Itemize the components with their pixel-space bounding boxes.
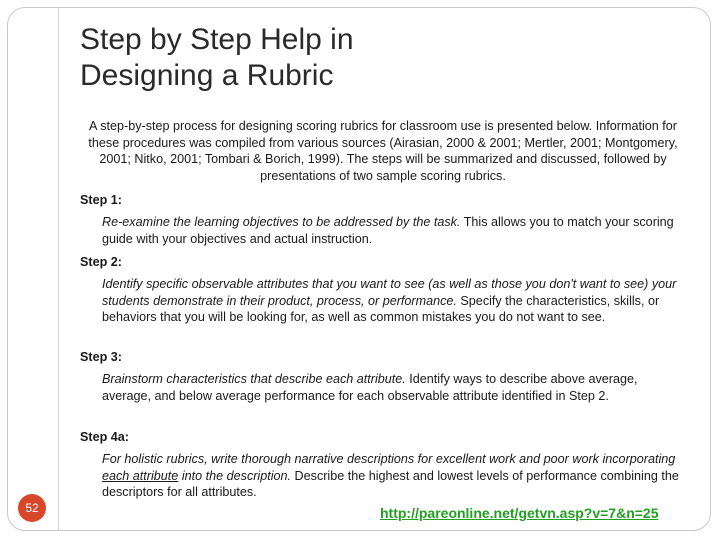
title-line-1: Step by Step Help in (80, 23, 354, 56)
step-4a-italic-b: into the description. (178, 468, 292, 483)
step-3-italic: Brainstorm characteristics that describe each attribute. (102, 372, 406, 386)
step-4a-text (102, 451, 682, 501)
step-4a-italic-a: For holistic rubrics, write thorough narrative descriptions for excellent work and poor work incorporating (102, 452, 676, 466)
intro-paragraph: A step-by-step process for designing scoring rubrics for classroom use is presented below. Information for these procedures was compiled from various sources (Airasian, 2000 & 2001; Mertler, 2001; Montgomery, 2001; Nitko, 2001; Tombari & Borich, 1999). The steps will be summarized and discussed, followed by presentations of two sample scoring rubrics. (88, 119, 678, 183)
step-1-text (102, 214, 682, 247)
slide-title (80, 22, 680, 94)
step-1-rest: This allows you to match your scoring guide with your objectives and actual instruction. (102, 215, 674, 246)
page-number-badge: 52 (18, 494, 46, 522)
step-4a-italic-underlined: each attribute (102, 468, 179, 483)
title-line-2: Designing a Rubric (80, 59, 334, 92)
step-3-text (102, 371, 682, 404)
slide-sidebar (7, 7, 59, 531)
step-4a-label: Step 4a: (80, 430, 129, 444)
step-2-italic: Identify specific observable attributes that you want to see (as well as those you don't want to see) your students demonstrate in their product, process, or performance. (102, 277, 677, 308)
step-1-label: Step 1: (80, 193, 122, 207)
step-1-italic: Re-examine the learning objectives to be addressed by the task. (102, 215, 461, 229)
source-link[interactable]: http://pareonline.net/getvn.asp?v=7&n=25 (380, 505, 659, 521)
step-2-text (102, 276, 682, 326)
step-3-rest: Identify ways to describe above average, average, and below average performance for each observable attribute identified in Step 2. (102, 372, 638, 403)
step-4a-rest: Describe the highest and lowest levels of performance combining the descriptors for all attributes. (102, 468, 679, 499)
step-2-rest: Specify the characteristics, skills, or behaviors that you will be looking for, as well as common mistakes you do not want to see. (102, 293, 660, 324)
step-3-label: Step 3: (80, 350, 122, 364)
step-2-label: Step 2: (80, 255, 122, 269)
